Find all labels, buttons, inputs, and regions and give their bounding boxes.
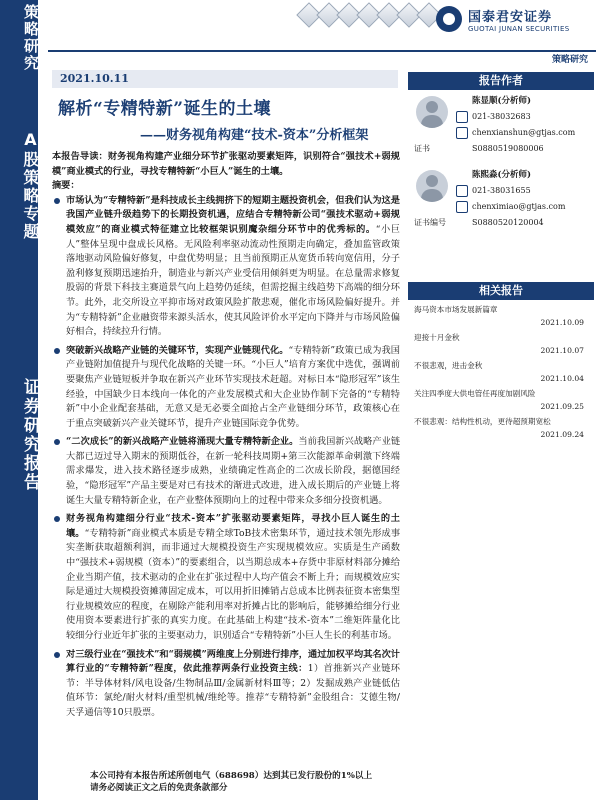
section-tag: 策略研究 xyxy=(551,55,588,65)
related-title[interactable]: 关注四季度大供电管任再度加剧风险 xyxy=(414,389,536,398)
related-title[interactable]: 不很悲观：结构性机动，更待超预期宽松 xyxy=(414,417,551,426)
author-phone: 021-38032683 xyxy=(472,112,531,121)
summary-bullet xyxy=(52,512,400,643)
bullet-body: “专精特新”政策已成为我国产业链附加值提升与现代化战略的关键一环。“小巨人”培育方案优中选优，强调前要聚焦产业链短板并争取在新兴产业环节实现技术赶超。对标日本“隐形冠军”该生经验，中国缺少日本线向一体化的产业发展模式和大企业协作制下完备的“专精特新”中小企业配套基础，无意又是无必要全面抢占全产业链细分环节，政策核心在于重点突破新兴产业关键环节，提升产业链国际竞争优势。 xyxy=(66,344,400,429)
author-phone: 021-38031655 xyxy=(472,186,531,195)
company-logo xyxy=(436,2,596,36)
related-date: 2021.10.07 xyxy=(540,346,584,355)
header-decoration xyxy=(300,6,438,24)
bullet-lead: 财务视角构建细分行业“技术-资本”扩张驱动要素矩阵，寻找小巨人诞生的土壤。 xyxy=(66,513,400,539)
author-cert: S0880519080006 xyxy=(472,144,544,153)
summary-bullets xyxy=(52,194,400,721)
related-item[interactable] xyxy=(414,304,590,327)
summary-bullet xyxy=(52,435,400,508)
author-email: chenxianshun@gtjas.com xyxy=(472,128,576,137)
related-item[interactable] xyxy=(414,388,590,411)
related-date: 2021.09.25 xyxy=(540,402,584,411)
summary-label: 摘要： xyxy=(52,180,80,192)
report-title: 解析“专精特新”诞生的土壤 xyxy=(58,99,272,119)
report-date: 2021.10.11 xyxy=(52,70,398,88)
email-icon xyxy=(456,127,468,139)
bullet-body: “专精特新”商业模式本质是专精全球ToB技术密集环节，通过技术领先形成事实垄断获取超额利润，而非通过大规模投资生产实现规模效应。实质是生产函数中“强技术+弱规模（资本）”的要素组合，以当期总成本+存货中非原材料部分摊给企业当期产值，技术驱动的企业在扩张过程中人均产值会不断上升；而规模效应实际是通过大规模投资摊薄固定成本，可以用折旧摊销占总成本比例表征资本密集型行业规模效应的程度，在剔除产能利用率对折摊占比的影响后，能够摊给细分行业使用资本要素进行扩张的真实力度。在此基础上构建“技术-资本”二维矩阵量化比较细分行业近年扩张的主要驱动力，识别适合“专精特新”小巨人生长的利基市场。 xyxy=(66,527,401,641)
cert-label: 证书 xyxy=(414,144,430,153)
bullet-lead: 对三级行业在“强技术”和“弱规模”两维度上分别进行排序，通过加权平均其名次计算行业的“专精特新”程度，依此推荐两条行业投资主线： xyxy=(66,648,400,675)
header-rule xyxy=(48,50,596,52)
avatar xyxy=(416,96,448,128)
bullet-lead: “二次成长”的新兴战略产业链将涌现大量专精特新企业。 xyxy=(66,436,299,448)
sidebar-bottom-label: 证券研究报告 xyxy=(20,378,40,492)
logo-mark-icon xyxy=(436,6,462,32)
bullet-lead: 市场认为“专精特新”是科技成长主线拥挤下的短期主题投资机会，但我们认为这是我国产业链升级趋势下的长期投资机遇，应结合专精特新公司“强技术驱动+弱规模效应”的商业模式特征建立比较框架识别魔杂细分环节中的优秀标的。 xyxy=(66,194,400,235)
related-title[interactable]: 不很悲观，进击金秋 xyxy=(414,361,483,370)
sidebar-top-label: 策略研究 xyxy=(22,4,40,72)
related-header: 相关报告 xyxy=(408,282,594,300)
phone-icon xyxy=(456,111,468,123)
summary-bullet xyxy=(52,194,400,340)
phone-icon xyxy=(456,185,468,197)
sidebar-middle-label: A股策略专题 xyxy=(21,130,40,241)
summary-bullet xyxy=(52,344,400,432)
logo-text xyxy=(468,6,569,33)
author-card xyxy=(408,168,594,258)
related-title[interactable]: 海马资本市场发展新篇章 xyxy=(414,305,498,314)
related-title[interactable]: 迎接十月金秋 xyxy=(414,333,460,342)
author-email: chenximiao@gtjas.com xyxy=(472,202,566,211)
email-icon xyxy=(456,201,468,213)
authors-header: 报告作者 xyxy=(408,72,594,90)
left-sidebar xyxy=(0,0,38,800)
author-cert: S0880520120004 xyxy=(472,218,544,227)
logo-en: GUOTAI JUNAN SECURITIES xyxy=(468,24,570,33)
report-subtitle: ——财务视角构建“技术-资本”分析框架 xyxy=(140,128,369,143)
author-name: 陈熙淼(分析师) xyxy=(472,170,532,180)
related-item[interactable] xyxy=(414,332,590,355)
related-date: 2021.10.09 xyxy=(540,318,584,327)
bullet-body: 1）首推新兴产业链环节：半导体材料/风电设备/生物制品Ⅲ/金属新材料Ⅲ等；2）发掘成熟产业链低估值环节：氯纶/耐火材料/重型机械/维纶等。推荐“专精特新”金股组合：艾德生物/天孚通信等10只股票。 xyxy=(66,663,400,718)
avatar xyxy=(416,170,448,202)
summary-bullet xyxy=(52,648,400,721)
author-name: 陈显顺(分析师) xyxy=(472,96,532,106)
bullet-body: 当前我国新兴战略产业链大都已迈过导入期末的预期低谷，在新一轮科技周期+第三次能源革命刺激下终端需求爆发，进入技术路径逐步成熟，业绩确定性高企的二次成长阶段，据德国经验，“隐形冠军”产品主要是对已有技术的渐进式改进，进入成长期后的产业链上将诞生大量专精特新企业，在产业整体预期向上的过程中带来众多细分投资机遇。 xyxy=(66,436,401,506)
related-date: 2021.10.04 xyxy=(540,374,584,383)
report-body xyxy=(52,150,400,725)
bullet-lead: 突破新兴战略产业链的关键环节，实现产业链现代化。 xyxy=(66,344,289,356)
related-item[interactable] xyxy=(414,416,590,439)
cert-label: 证书编号 xyxy=(414,218,446,227)
logo-cn: 国泰君安证券 xyxy=(468,9,553,25)
bullet-body: “小巨人”整体呈现中盘成长风格。无风险利率驱动流动性预期走向确定，叠加监管政策落地驱动风险偏好修复，中盘优势明显；且当前预期正从宽货币转向宽信用，分子盈利修复预期迅速抬升，制造业与新兴产业受信用倾斜更为明显。在总量需求修复股弱的背景下科技主赛道景气向上趋势仍延续，但需挖掘主线趋势下高端的细分环节。此外，北交所设立平抑市场对政策风险扩散悲观，催化市场风险偏好提升。并为“专精特新”企业融资带来源头活水，使其风险评价水平定向下降并与市场风险偏好相合，持续拉升行情。 xyxy=(66,223,400,338)
related-list xyxy=(408,304,594,464)
related-item[interactable] xyxy=(414,360,590,383)
report-intro: 本报告导读：财务视角构建产业细分环节扩张驱动要素矩阵，识别符合“强技术+弱规模”商业模式的行业，寻找专精特新“小巨人”诞生的土壤。 xyxy=(52,151,400,177)
related-date: 2021.09.24 xyxy=(540,430,584,439)
disclaimer-footer: 本公司持有本报告所述所创电气（688698）达到其已发行股份的1%以上 请务必阅读正文之后的免责条款部分 xyxy=(90,771,373,793)
